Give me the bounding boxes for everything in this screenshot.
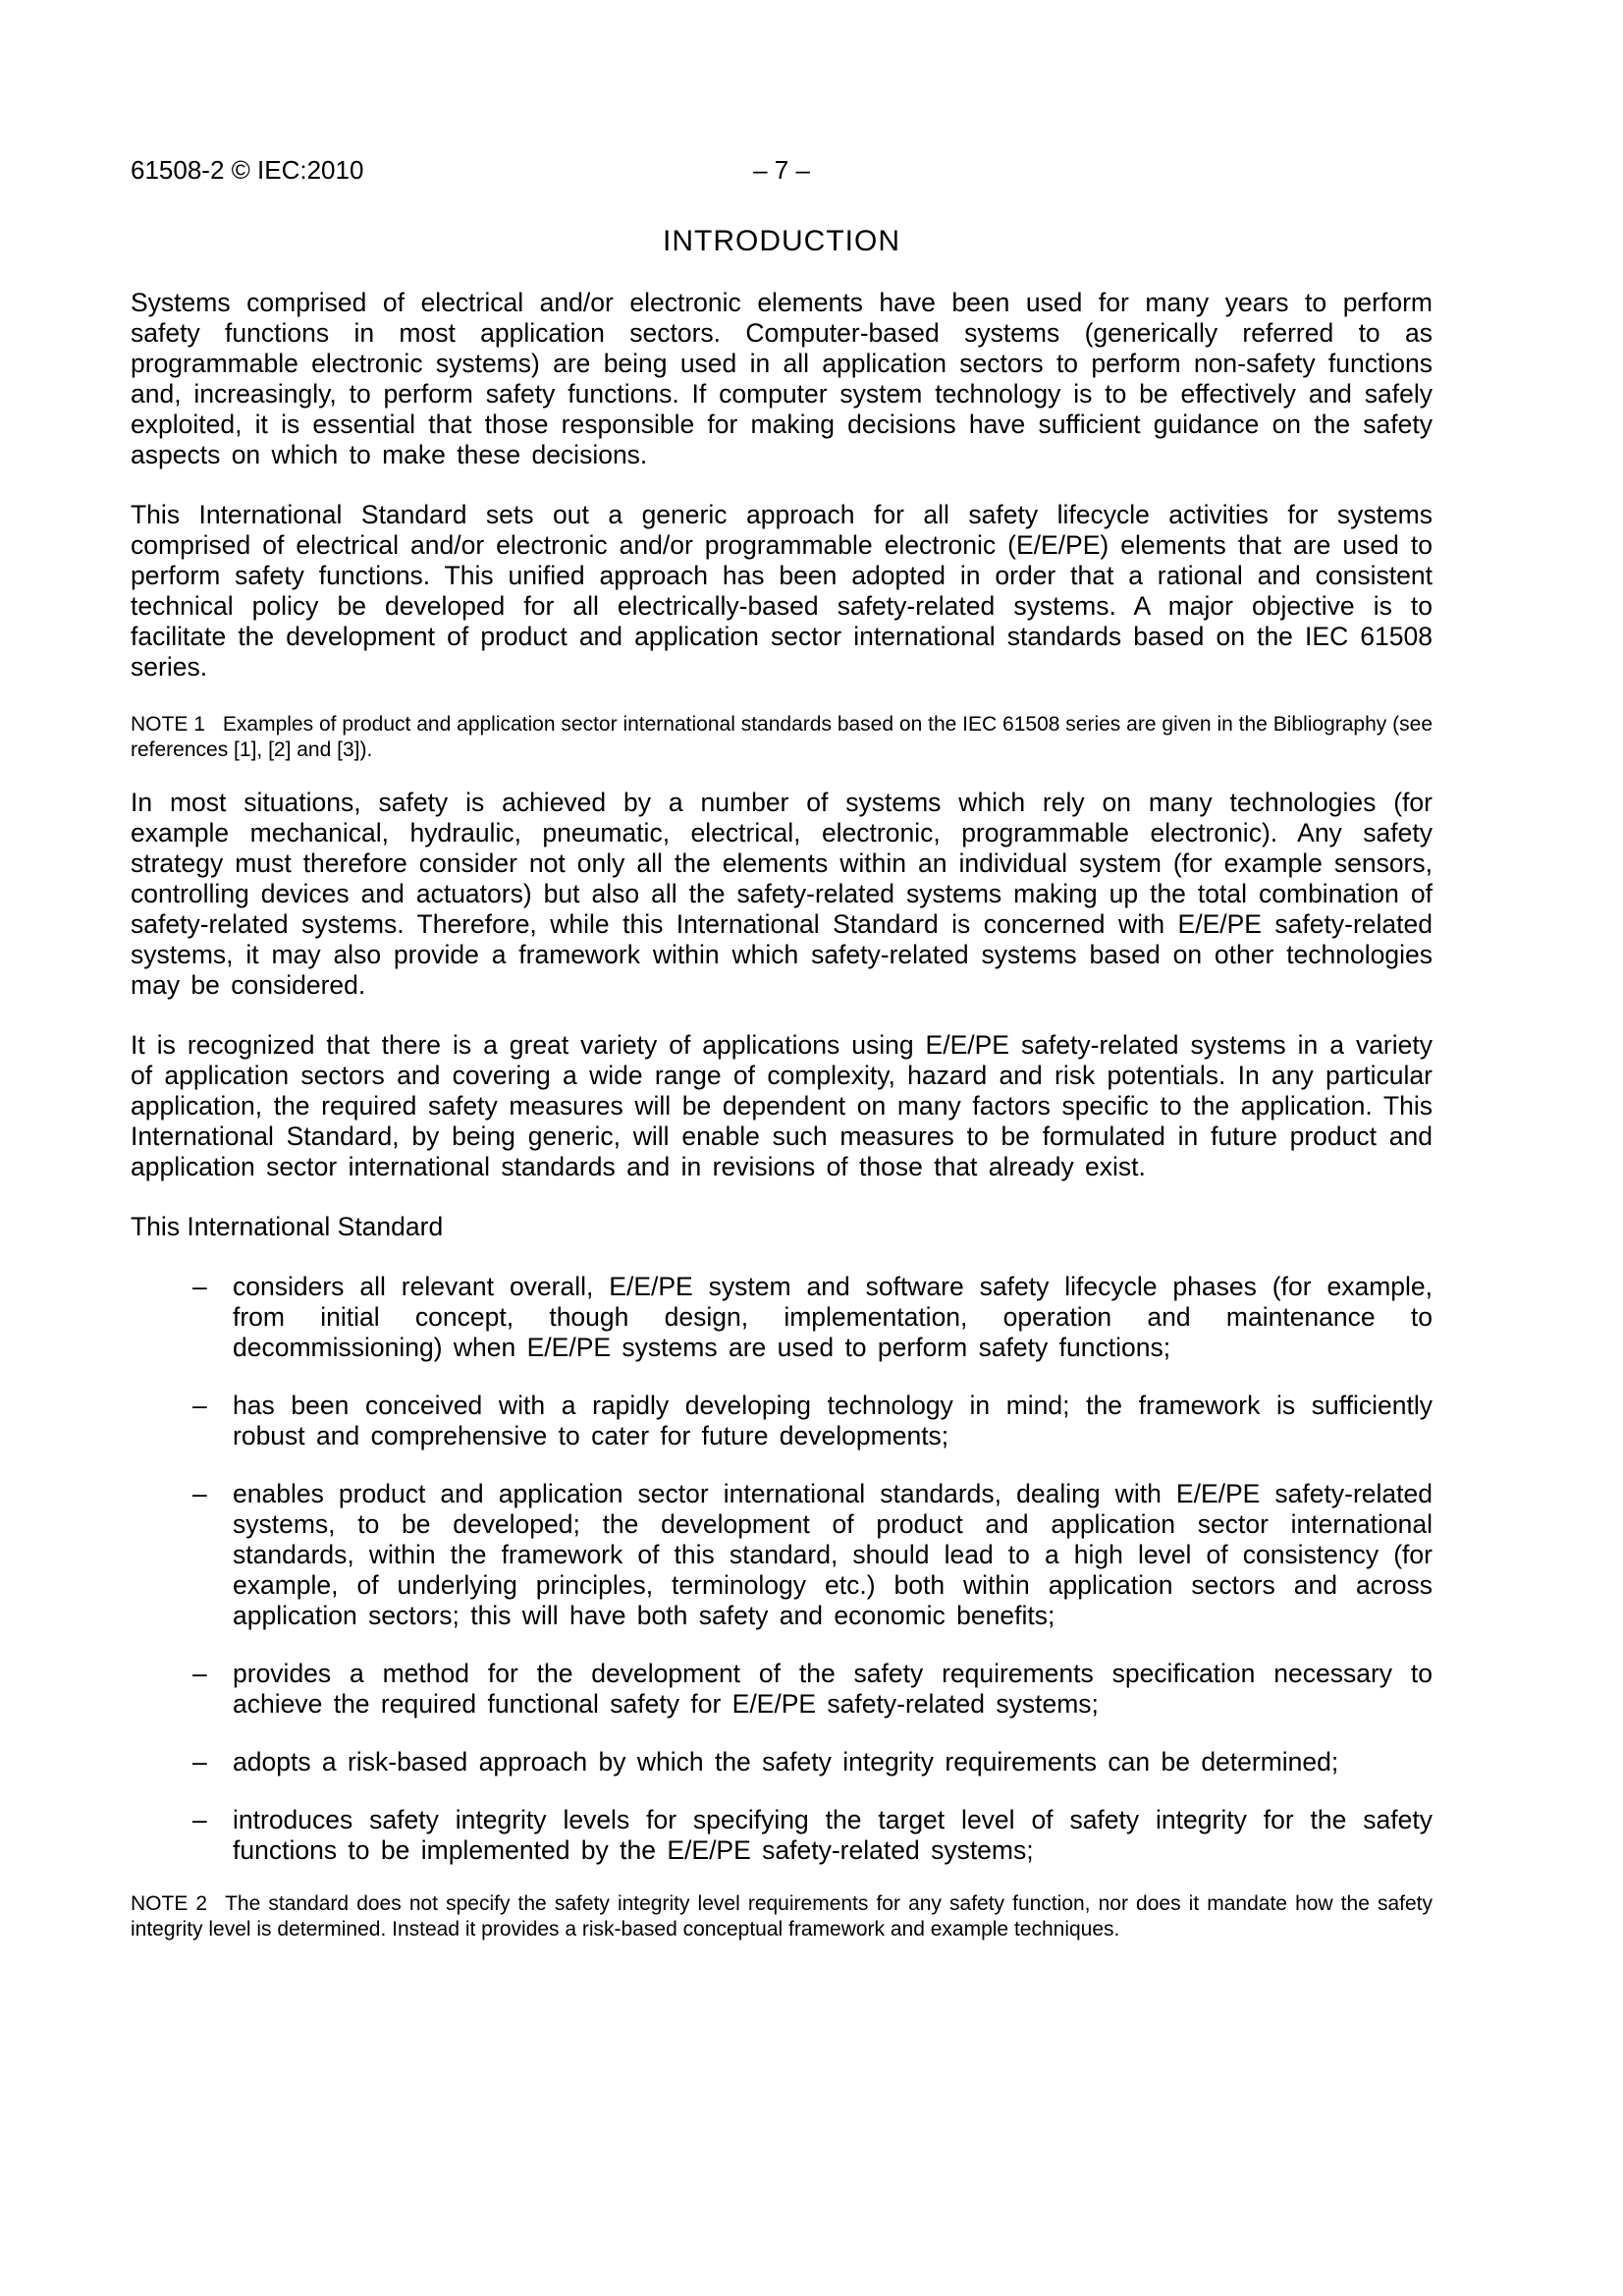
paragraph: It is recognized that there is a great variety of applications using E/E/PE safety-related systems in a variety of application sectors and covering a wide range of complexity, hazard and risk potentials. In any particular application, the required safety measures will be dependent on many factors specific to the application. This International Standard, by being generic, will enable such measures to be formulated in future product and application sector international standards and in revisions of those that already exist. [131,1030,1433,1181]
note-label: NOTE 2 [131,1892,208,1915]
bullet-text: introduces safety integrity levels for specifying the target level of safety integrity for the safety functions to be implemented by the E/E/PE safety-related systems; [233,1805,1433,1865]
page-header [131,155,1433,186]
bullet-text: provides a method for the development of the safety requirements specification necessary to achieve the required functional safety for E/E/PE safety-related systems; [233,1659,1433,1719]
bullet-text: considers all relevant overall, E/E/PE system and software safety lifecycle phases (for example, from initial concept, though design, implementation, operation and maintenance to decommissioning) when E/E/PE systems are used to perform safety functions; [233,1272,1433,1362]
paragraph: In most situations, safety is achieved by a number of systems which rely on many technologies (for example mechanical, hydraulic, pneumatic, electrical, electronic, programmable electronic). Any safety strategy must therefore consider not only all the elements within an individual system (for example sensors, controlling devices and actuators) but also all the safety-related systems making up the total combination of safety-related systems. Therefore, while this International Standard is concerned with E/E/PE safety-related systems, it may also provide a framework within which safety-related systems based on other technologies may be considered. [131,788,1433,1000]
bullet-item [131,1659,1433,1720]
bullet-item [131,1272,1433,1363]
page-title: INTRODUCTION [663,225,900,257]
dash-bullet-marker: – [192,1747,207,1777]
bullet-text: adopts a risk-based approach by which the safety integrity requirements can be determined; [233,1747,1339,1777]
bullet-item [131,1391,1433,1451]
paragraph: This International Standard sets out a generic approach for all safety lifecycle activities for systems comprised of electrical and/or electronic and/or programmable electronic (E/E/PE) elements that are used to perform safety functions. This unified approach has been adopted in order that a rational and consistent technical policy be developed for all electrically-based safety-related systems. A major objective is to facilitate the development of product and application sector international standards based on the IEC 61508 series. [131,500,1433,682]
dash-bullet-marker: – [192,1805,207,1834]
document-reference: 61508-2 © IEC:2010 [131,155,364,185]
bullet-text: enables product and application sector international standards, dealing with E/E/PE safety-related systems, to be developed; the development of product and application sector international standards, within the framework of this standard, should lead to a high level of consistency (for example, of underlying principles, terminology etc.) both within application sectors and across application sectors; this will have both safety and economic benefits; [233,1479,1433,1630]
dash-bullet-marker: – [192,1479,207,1508]
lead-in-sentence: This International Standard [131,1212,444,1241]
note-text: Examples of product and application sector international standards based on the IEC 61508 series are given in the Bibliography (see references [1], [2] and [3]). [131,713,1433,761]
dash-bullet-marker: – [192,1659,207,1688]
note-text: The standard does not specify the safety integrity level requirements for any safety function, nor does it mandate how the safety integrity level is determined. Instead it provides a risk-based conceptual framework and example techniques. [131,1892,1433,1941]
note-label: NOTE 1 [131,713,205,736]
bullet-text: has been conceived with a rapidly developing technology in mind; the framework is sufficiently robust and comprehensive to cater for future developments; [233,1391,1433,1450]
note [131,712,1433,763]
page-number: – 7 – [753,155,810,185]
bullet-list [131,1272,1433,1866]
bullet-item [131,1747,1433,1777]
dash-bullet-marker: – [192,1391,207,1420]
bullet-item [131,1479,1433,1631]
paragraph: Systems comprised of electrical and/or electronic elements have been used for many years to perform safety functions in most application sectors. Computer-based systems (generically referred to as programmable electronic systems) are being used in all application sectors to perform non-safety functions and, increasingly, to perform safety functions. If computer system technology is to be effectively and safely exploited, it is essential that those responsible for making decisions have sufficient guidance on the safety aspects on which to make these decisions. [131,288,1433,469]
dash-bullet-marker: – [192,1272,207,1301]
note [131,1891,1433,1942]
bullet-item [131,1805,1433,1866]
